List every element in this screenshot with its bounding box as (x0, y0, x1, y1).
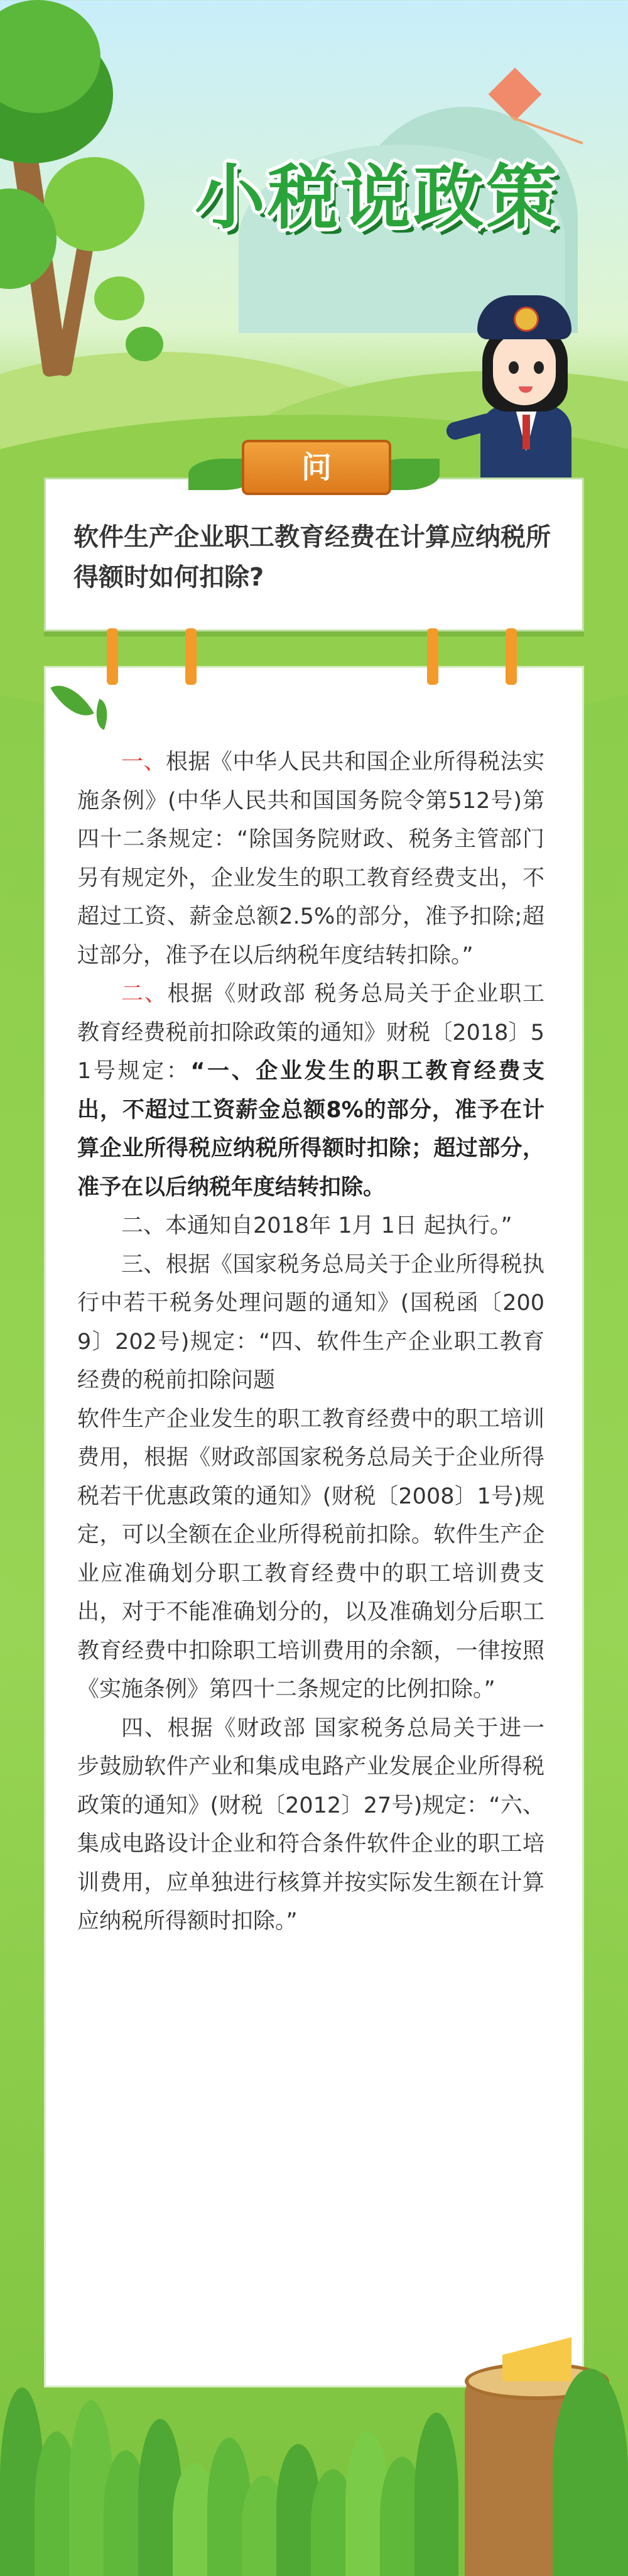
paragraph-bold-text: “一、企业发生的职工教育经费支出，不超过工资薪金总额8%的部分，准予在计算企业所得税应纳税所得额时扣除；超过部分，准予在以后纳税年度结转扣除。 (77, 1059, 544, 1200)
answer-paragraph-3: 二、本通知自2018年 1月 1日 起执行。” (121, 1213, 512, 1238)
answer-card (44, 666, 584, 2388)
paragraph-text: 根据《中华人民共和国企业所得税法实施条例》(中华人民共和国国务院令第512号)第四十二条规定：“除国务院财政、税务主管部门另有规定外，企业发生的职工教育经费支出，不超过工资、薪金总额2.5%的部分，准予扣除;超过部分，准予在以后纳税年度结转扣除。” (77, 750, 544, 968)
grass-tuft (553, 2369, 628, 2576)
pin (427, 628, 438, 685)
question-card (44, 478, 584, 631)
answer-paragraph-5: 软件生产企业发生的职工教育经费中的职工培训费用，根据《财政部国家税务总局关于企业所得税若干优惠政策的通知》(财税〔2008〕1号)规定，可以全额在企业所得税前扣除。软件生产企业应准确划分职工教育经费中的职工培训费支出，对于不能准确划分的，以及准确划分后职工教育经费中扣除职工培训费用的余额，一律按照《实施条例》第四十二条规定的比例扣除。” (77, 1406, 544, 1702)
tax-officer-mascot (465, 295, 584, 484)
question-tag: 问 (242, 440, 391, 495)
answer-paragraph-4: 三、根据《国家税务总局关于企业所得税执行中若干税务处理问题的通知》(国税函〔2009〕202号)规定：“四、软件生产企业职工教育经费的税前扣除问题 (77, 1252, 544, 1393)
paragraph-number: 二、 (121, 981, 168, 1007)
answer-paragraph-6: 四、根据《财政部 国家税务总局关于进一步鼓励软件产业和集成电路产业发展企业所得税政策的通知》(财税〔2012〕27号)规定：“六、集成电路设计企业和符合条件软件企业的职工培训费用，应单独进行核算并按实际发生额在计算应纳税所得额时扣除。” (77, 1715, 544, 1934)
banner-title: 小税说政策 (195, 157, 559, 239)
question-text: 软件生产企业职工教育经费在计算应纳税所得额时如何扣除? (73, 523, 551, 592)
answer-paragraph-2 (77, 975, 544, 1207)
question-sign (223, 440, 405, 496)
pin (107, 628, 118, 685)
pin (185, 628, 197, 685)
paragraph-number: 一、 (121, 750, 166, 775)
answer-paragraph-1 (77, 743, 544, 975)
pin (506, 628, 517, 685)
paragraph-text: 根据《财政部 税务总局关于企业职工教育经费税前扣除政策的通知》财税〔2018〕51号规定： (77, 981, 544, 1084)
